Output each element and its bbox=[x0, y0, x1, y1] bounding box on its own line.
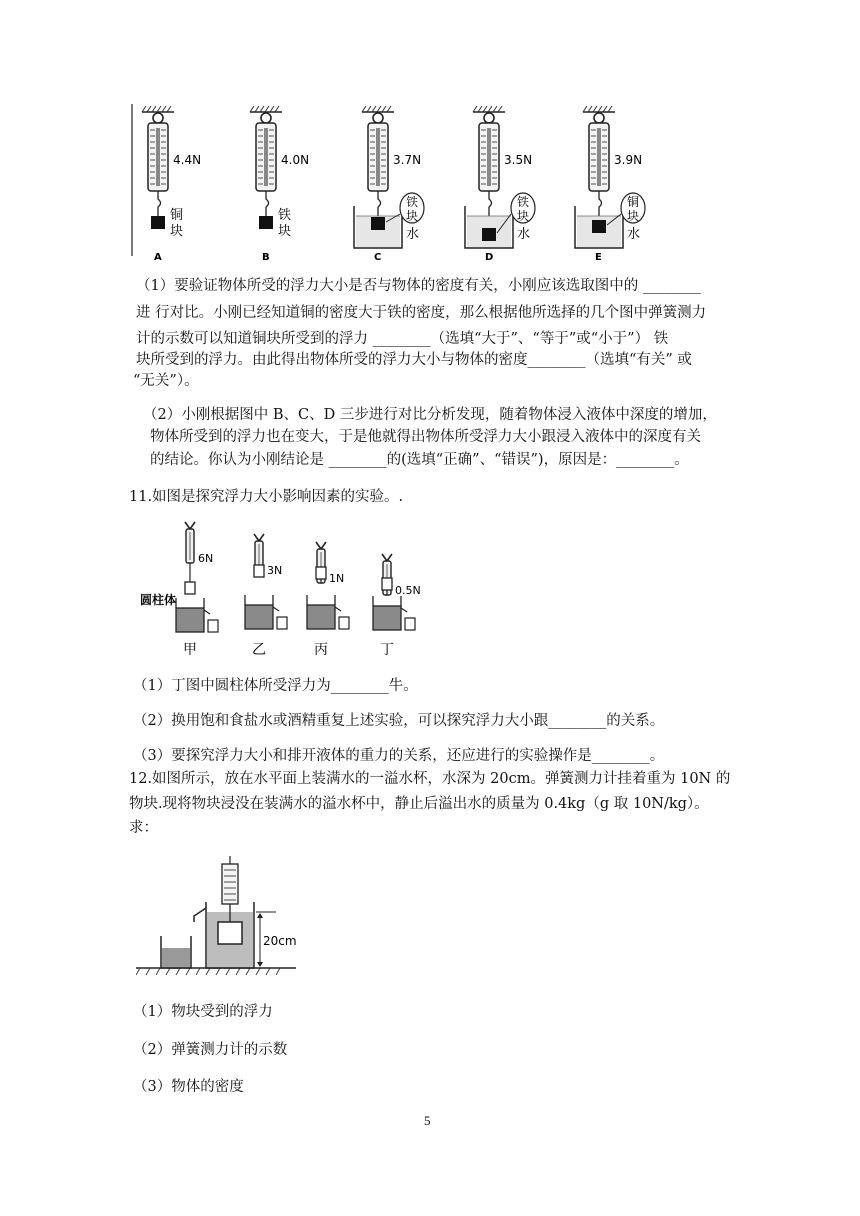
cylinder bbox=[382, 578, 392, 590]
text-line: 的结论。你认为小刚结论是 ________的(选填“正确”、“错误”)，原因是：________。 bbox=[150, 452, 689, 468]
clip bbox=[316, 542, 326, 549]
reading-label: 1N bbox=[329, 572, 345, 585]
hanger-ring bbox=[373, 113, 383, 123]
figure-label: 甲 bbox=[183, 642, 197, 658]
text-line: 进 行对比。小刚已经知道铜的密度大于铁的密度，那么根据他所选择的几个图中弹簧测力 bbox=[136, 305, 707, 321]
water-label: 水 bbox=[406, 227, 420, 242]
material-label: 块 bbox=[627, 209, 640, 223]
material-label: 铁 bbox=[406, 195, 419, 209]
depth-label: 20cm bbox=[263, 934, 297, 948]
clip bbox=[254, 534, 264, 541]
figure-letter: D bbox=[485, 252, 494, 263]
catch-cup bbox=[277, 617, 287, 629]
text-line: 块所受到的浮力。由此得出物体所受的浮力大小与物体的密度________（选填“有关” 或 bbox=[136, 352, 692, 368]
container bbox=[176, 608, 204, 632]
figure-label: 乙 bbox=[252, 642, 266, 658]
figure-letter: C bbox=[374, 252, 382, 263]
hook bbox=[378, 191, 381, 217]
hook bbox=[158, 191, 161, 216]
text-line: 12.如图所示，放在水平面上装满水的一溢水杯，水深为 20cm。弹簧测力计挂着重为 10N 的 bbox=[129, 771, 731, 787]
text-line: 物块.现将物块浸没在装满水的溢水杯中，静止后溢出水的质量为 0.4kg（g 取 10N/kg）。 bbox=[129, 796, 709, 812]
container bbox=[245, 605, 273, 629]
q11-stem: 11.如图是探究浮力大小影响因素的实验。. bbox=[129, 489, 404, 505]
figure-overflow-cup bbox=[136, 856, 306, 978]
figure-letter: A bbox=[154, 252, 162, 263]
text-line: 物体所受到的浮力也在变大，于是他就得出物体所受浮力大小跟浸入液体中的深度有关 bbox=[150, 429, 701, 445]
reading-label: 6N bbox=[198, 552, 214, 565]
material-label: 块 bbox=[406, 209, 419, 223]
material-label: 铁 bbox=[517, 195, 530, 209]
q11-item-2: （2）换用饱和食盐水或酒精重复上述实验，可以探究浮力大小跟________的关系。 bbox=[133, 713, 665, 729]
reading-label: 0.5N bbox=[395, 584, 421, 597]
catch-cup bbox=[208, 620, 218, 632]
metal-block bbox=[482, 228, 496, 241]
material-label: 块 bbox=[517, 209, 530, 223]
hanger-ring bbox=[261, 113, 271, 123]
q11-item-3: （3）要探究浮力大小和排开液体的重力的关系，还应进行的实验操作是________。 bbox=[133, 748, 665, 764]
metal-block bbox=[371, 217, 385, 230]
clip bbox=[382, 554, 392, 561]
clip bbox=[185, 522, 195, 529]
water-label: 水 bbox=[627, 227, 641, 242]
cylinder bbox=[254, 565, 264, 577]
text-line: 计的示数可以知道铜块所受到的浮力 ________（选填“大于”、“等于”或“小于”） 铁 bbox=[136, 331, 669, 347]
metal-block bbox=[259, 216, 273, 229]
q12-item-1: （1）物块受到的浮力 bbox=[133, 1004, 273, 1020]
text-line: 求： bbox=[129, 820, 158, 836]
material-label: 铜 bbox=[170, 208, 184, 223]
hanger-ring bbox=[594, 113, 604, 123]
reading-label: 3N bbox=[267, 564, 283, 577]
text-line: （2）小刚根据图中 B、C、D 三步进行对比分析发现，随着物体浸入液体中深度的增加， bbox=[143, 407, 717, 423]
material-label: 块 bbox=[170, 224, 184, 239]
material-label: 铁 bbox=[278, 208, 292, 223]
figure-label: 丁 bbox=[380, 642, 394, 658]
figure-letter: E bbox=[595, 252, 602, 263]
object-label: 圆柱体 bbox=[140, 593, 177, 607]
text-line: （1）要验证物体所受的浮力大小是否与物体的密度有关，小刚应该选取图中的 ________ bbox=[136, 278, 701, 294]
container bbox=[307, 605, 335, 629]
water-label: 水 bbox=[517, 227, 531, 242]
cylinder bbox=[185, 582, 195, 594]
metal-block bbox=[151, 216, 165, 229]
reading-label: 3.9N bbox=[614, 153, 643, 167]
reading-label: 3.5N bbox=[504, 153, 533, 167]
hanger-ring bbox=[484, 113, 494, 123]
hanger-ring bbox=[153, 113, 163, 123]
catch-cup bbox=[405, 618, 415, 630]
figure-spring-scales-abcde bbox=[128, 104, 668, 264]
text-line: “无关”）。 bbox=[133, 373, 199, 389]
hook bbox=[266, 191, 269, 216]
q11-item-1: （1）丁图中圆柱体所受浮力为________牛。 bbox=[133, 678, 418, 694]
page-number: 5 bbox=[424, 1113, 431, 1128]
cylinder bbox=[316, 567, 326, 579]
material-label: 块 bbox=[278, 224, 292, 239]
catch-cup bbox=[339, 617, 349, 629]
reading-label: 3.7N bbox=[393, 153, 422, 167]
q12-item-2: （2）弹簧测力计的示数 bbox=[133, 1042, 288, 1058]
figure-letter: B bbox=[262, 252, 270, 263]
material-label: 铜 bbox=[627, 195, 640, 209]
figure-label: 丙 bbox=[314, 642, 328, 658]
figure-cylinder-experiment bbox=[128, 520, 448, 665]
metal-block bbox=[592, 220, 606, 233]
reading-label: 4.0N bbox=[281, 153, 310, 167]
q12-item-3: （3）物体的密度 bbox=[133, 1079, 244, 1095]
container bbox=[373, 606, 401, 630]
reading-label: 4.4N bbox=[173, 153, 202, 167]
